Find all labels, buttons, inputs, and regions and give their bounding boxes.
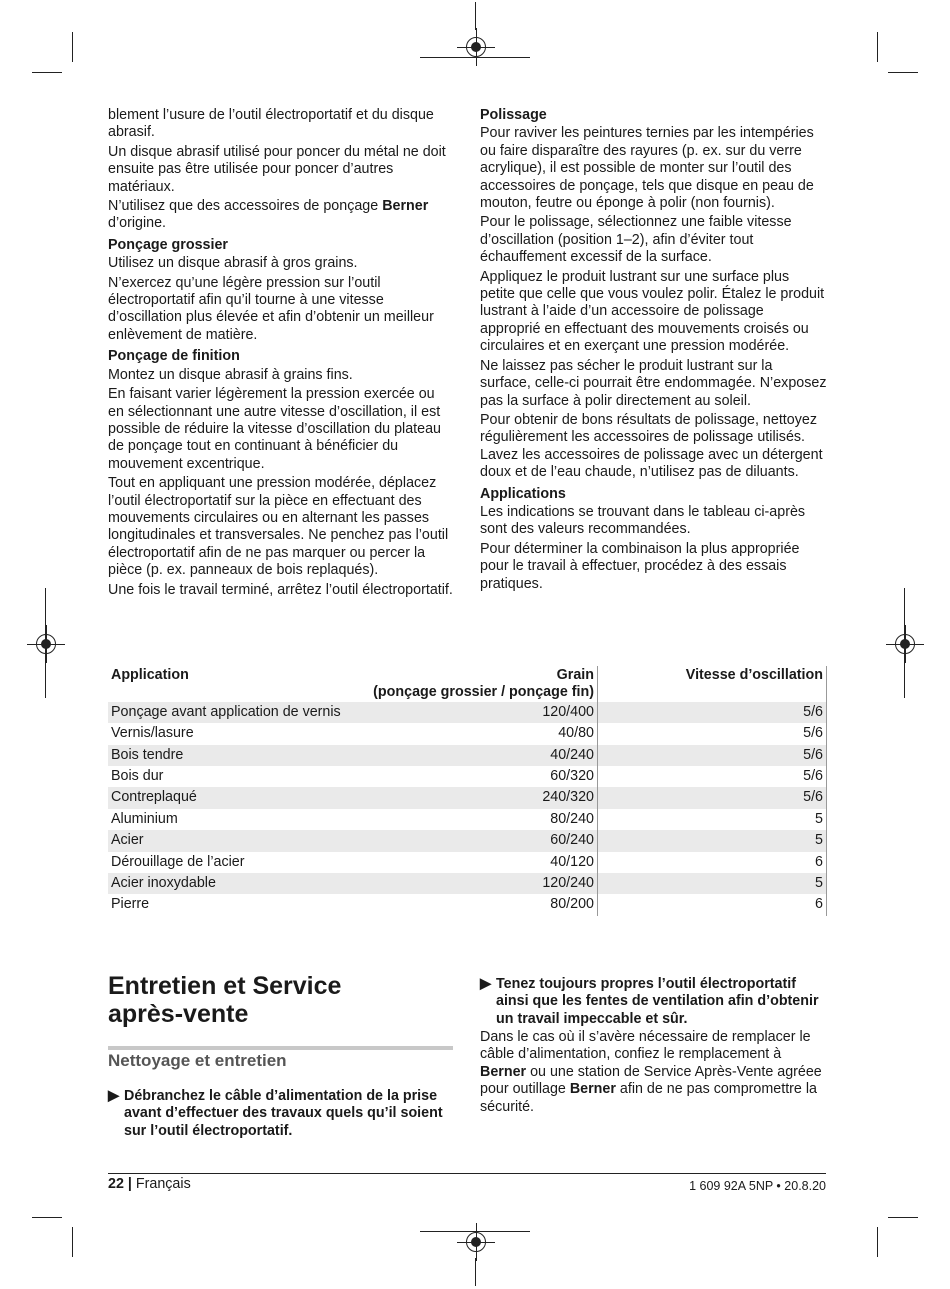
brand-name: Berner bbox=[569, 1081, 616, 1098]
bullet-keep-clean: ▶ Tenez toujours propres l’outil électroportatif ainsi que les fentes de ventilation afin d’obtenir un travail impeccable et sûr. bbox=[480, 976, 819, 1027]
cell-application: Acier bbox=[108, 830, 369, 851]
cell-grain: 240/320 bbox=[369, 787, 598, 808]
crop-mark bbox=[72, 1227, 73, 1257]
registration-mark-bottom bbox=[466, 1232, 486, 1252]
triangle-bullet-icon: ▶ bbox=[480, 976, 491, 992]
heading-poncage-finition: Ponçage de finition bbox=[108, 348, 240, 365]
table-row bbox=[108, 830, 827, 851]
cell-grain: 60/240 bbox=[369, 830, 598, 851]
footer-doc-code: 1 609 92A 5NP • 20.8.20 bbox=[689, 1179, 826, 1193]
crop-mark bbox=[888, 1217, 918, 1218]
bullet-unplug: ▶ Débranchez le câble d’alimentation de la prise avant d’effectuer des travaux quels qu’il soient sur l’outil électroportatif. bbox=[108, 1088, 443, 1139]
paragraph: Les indications se trouvant dans le tableau ci-après sont des valeurs recommandées. bbox=[480, 503, 806, 538]
footer-separator: | bbox=[127, 1176, 132, 1192]
cell-vitesse: 5/6 bbox=[598, 787, 827, 808]
paragraph: blement l’usure de l’outil électroportatif et du disque abrasif. bbox=[108, 107, 434, 141]
crop-mark bbox=[32, 1217, 62, 1218]
paragraph: Montez un disque abrasif à grains fins. bbox=[108, 366, 353, 383]
cell-grain: 40/240 bbox=[369, 745, 598, 766]
column-header-grain: Grain (ponçage grossier / ponçage fin) bbox=[369, 666, 598, 702]
table-row bbox=[108, 702, 827, 723]
table-row bbox=[108, 745, 827, 766]
applications-table bbox=[108, 666, 827, 916]
crop-mark bbox=[888, 72, 918, 73]
heading-polissage: Polissage bbox=[480, 107, 547, 123]
cell-vitesse: 5/6 bbox=[598, 766, 827, 787]
cell-application: Contreplaqué bbox=[108, 787, 369, 808]
paragraph: N’exercez qu’une légère pression sur l’outil électroportatif afin qu’il tourne à une vitesse d’oscillation plus élevée et afin d’obtenir un meilleur enlèvement de matière. bbox=[108, 274, 434, 343]
cell-grain: 40/120 bbox=[369, 852, 598, 873]
crop-mark bbox=[72, 32, 73, 62]
paragraph: Un disque abrasif utilisé pour poncer du métal ne doit ensuite pas être utilisée pour poncer d’autres matériaux. bbox=[108, 143, 446, 195]
cell-grain: 120/400 bbox=[369, 702, 598, 723]
right-column bbox=[480, 107, 827, 595]
paragraph: Utilisez un disque abrasif à gros grains. bbox=[108, 255, 358, 272]
footer-left bbox=[108, 1176, 191, 1193]
table-row bbox=[108, 894, 827, 915]
column-header-vitesse: Vitesse d’oscillation bbox=[598, 666, 827, 702]
table-row bbox=[108, 787, 827, 808]
cell-vitesse: 6 bbox=[598, 852, 827, 873]
cell-grain: 40/80 bbox=[369, 723, 598, 744]
table-row bbox=[108, 723, 827, 744]
table-header-row bbox=[108, 666, 827, 702]
cell-application: Ponçage avant application de vernis bbox=[108, 702, 369, 723]
paragraph: Pour déterminer la combinaison la plus appropriée pour le travail à effectuer, procédez à des essais pratiques. bbox=[480, 540, 800, 592]
cell-grain: 120/240 bbox=[369, 873, 598, 894]
cell-grain: 80/200 bbox=[369, 894, 598, 915]
crop-mark bbox=[877, 32, 878, 62]
cell-vitesse: 5/6 bbox=[598, 702, 827, 723]
paragraph-cable-replacement: Dans le cas où il s’avère nécessaire de remplacer le câble d’alimentation, confiez le remplacement à Berner ou une station de Service Après-Vente agréee pour outillage Berner afin de ne pas compromettre la sécurité. bbox=[480, 1029, 822, 1115]
cell-vitesse: 6 bbox=[598, 894, 827, 915]
section-subtitle: Nettoyage et entretien bbox=[108, 1051, 287, 1070]
crop-mark bbox=[877, 1227, 878, 1257]
cell-application: Acier inoxydable bbox=[108, 873, 369, 894]
cell-vitesse: 5 bbox=[598, 809, 827, 830]
cell-grain: 60/320 bbox=[369, 766, 598, 787]
footer-divider bbox=[108, 1173, 826, 1174]
cell-application: Vernis/lasure bbox=[111, 725, 194, 742]
paragraph: Appliquez le produit lustrant sur une surface plus petite que celle que vous voulez polir. Étalez le produit lustrant à l’aide d’un accessoire de polissage approprié en effectuant des mouvements croisés ou circulaires et en exerçant une pression modérée. bbox=[480, 268, 825, 355]
paragraph: Tout en appliquant une pression modérée, déplacez l’outil électroportatif sur la pièce en effectuant des mouvements circulaires ou en alternant les passes longitudinales et transversales. Ne penchez pas l’outil électroportatif afin de ne pas marquer ou percer la pièce (p. ex. panneaux de bois replaqués). bbox=[108, 475, 449, 579]
left-column bbox=[108, 107, 453, 601]
paragraph: Une fois le travail terminé, arrêtez l’outil électroportatif. bbox=[108, 581, 453, 598]
cell-application: Bois tendre bbox=[108, 745, 369, 766]
crop-mark bbox=[475, 1258, 476, 1286]
cell-application: Pierre bbox=[111, 896, 150, 913]
table-row bbox=[108, 852, 827, 873]
registration-mark-top bbox=[466, 37, 486, 57]
brand-name: Berner bbox=[382, 198, 429, 215]
paragraph: Pour obtenir de bons résultats de polissage, nettoyez régulièrement les accessoires de polissage utilisés. Lavez les accessoires de polissage avec un détergent doux et de l’eau chaude, n’utilisez pas de diluants. bbox=[480, 411, 823, 481]
crop-mark bbox=[475, 2, 476, 30]
heading-applications: Applications bbox=[480, 485, 566, 502]
footer-language: Français bbox=[135, 1176, 191, 1192]
triangle-bullet-icon: ▶ bbox=[108, 1088, 119, 1104]
crop-mark bbox=[32, 72, 62, 73]
cell-vitesse: 5/6 bbox=[598, 723, 827, 744]
registration-mark-right bbox=[895, 634, 915, 654]
paragraph: N’utilisez que des accessoires de ponçage Berner d’origine. bbox=[108, 198, 429, 232]
paragraph: En faisant varier légèrement la pression exercée ou en sélectionnant une autre vitesse d’oscillation, il est possible de réduire la vitesse d’oscillation du plateau de ponçage tout en continuant à bénéficier du mouvement excentrique. bbox=[108, 386, 442, 472]
table-row bbox=[108, 809, 827, 830]
subtitle-underline bbox=[108, 1046, 453, 1050]
page-number: 22 bbox=[108, 1176, 124, 1192]
column-header-application: Application bbox=[111, 667, 189, 683]
cell-application: Dérouillage de l’acier bbox=[111, 853, 245, 870]
heading-poncage-grossier: Ponçage grossier bbox=[108, 236, 228, 253]
table-row bbox=[108, 873, 827, 894]
cell-application: Aluminium bbox=[111, 810, 178, 827]
brand-name: Berner bbox=[480, 1063, 527, 1080]
cell-grain: 80/240 bbox=[369, 809, 598, 830]
cell-vitesse: 5 bbox=[598, 873, 827, 894]
cell-vitesse: 5 bbox=[598, 830, 827, 851]
table-row bbox=[108, 766, 827, 787]
cell-vitesse: 5/6 bbox=[598, 745, 827, 766]
registration-mark-left bbox=[36, 634, 56, 654]
paragraph: Ne laissez pas sécher le produit lustrant sur la surface, celle-ci pourrait être endommagée. N’exposez pas la surface à polir directement au soleil. bbox=[480, 357, 827, 409]
cell-application: Bois dur bbox=[111, 768, 164, 785]
paragraph: Pour raviver les peintures ternies par les intempéries ou faire disparaître des rayures (p. ex. sur du verre acrylique), il est possible de monter sur l’outil des accessoires de ponçage, tels que disque en peau de mouton, feutre ou éponge à polir (non fournis). bbox=[480, 125, 814, 212]
section-title: Entretien et Service après-vente bbox=[108, 972, 342, 1028]
paragraph: Pour le polissage, sélectionnez une faible vitesse d’oscillation (position 1–2), afin d’éviter tout échauffement excessif de la surface. bbox=[480, 214, 792, 266]
